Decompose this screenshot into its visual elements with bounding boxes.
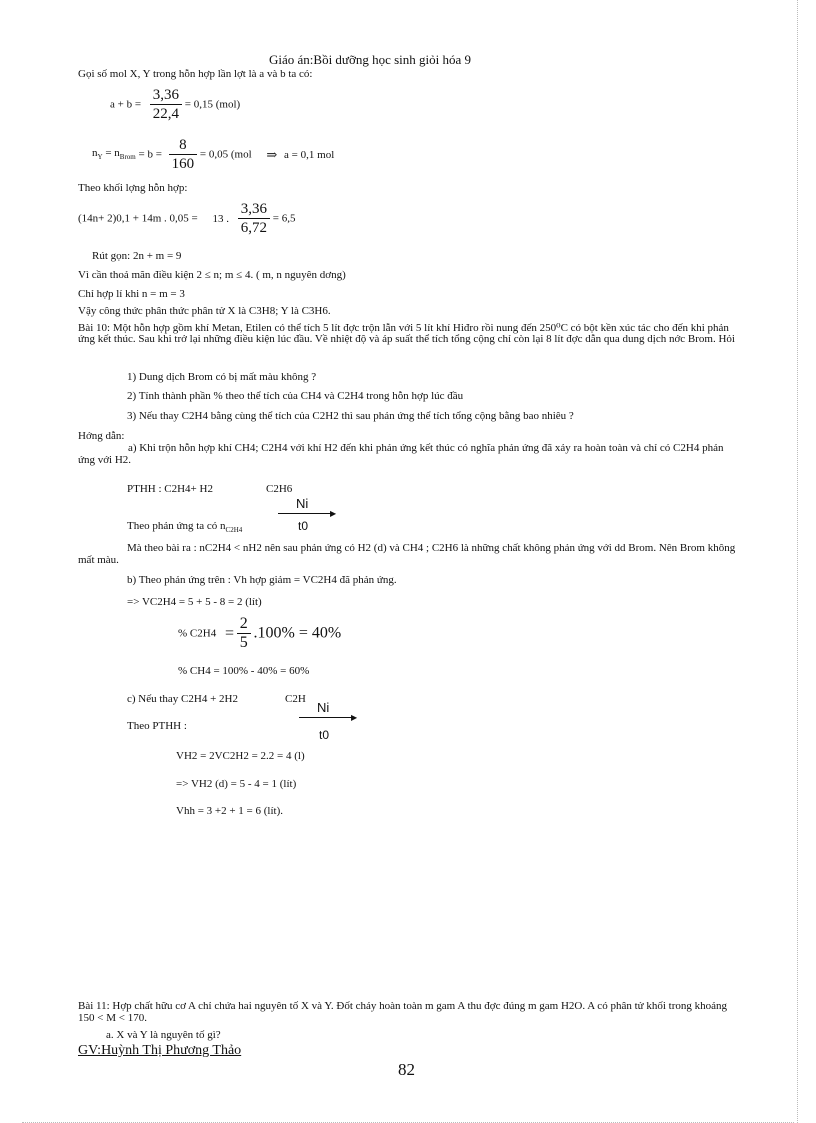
question-1: 1) Dung dịch Brom có bị mất màu không ? [127,371,317,383]
implies-arrow: ⇒ [266,146,278,162]
eq-lhs: (14n+ 2)0,1 + 14m . 0,05 = [78,212,198,225]
equation-product: C2H6 [266,483,293,495]
eq-lhs: a + b = [110,98,142,111]
page-edge-rule [797,0,798,1123]
eq-rhs: = 0,15 (mol) [184,98,241,111]
fraction [238,200,270,237]
text-line: Vì cần thoả mãn điều kiện 2 ≤ n; m ≤ 4. ( m, n nguyên dơng) [78,269,346,281]
temperature-label: t0 [319,728,330,742]
equation-product: C2H [285,693,306,705]
fraction-numerator: 2 [237,615,251,634]
eq-mid: 13 . [212,212,229,225]
text-subscript: C2H4 [225,526,243,535]
equation-pthh-1: PTHH : C2H4+ H2 [127,483,213,495]
fraction-numerator: 3,36 [150,86,182,105]
pct-rhs: .100% = 40% [253,624,342,642]
fraction [237,615,251,652]
text-line: Gọi số mol X, Y trong hỗn hợp lần lợt là a và b ta có: [78,68,313,80]
arrow-line [278,513,334,514]
question-3: 3) Nếu thay C2H4 bằng cùng thể tích của C2H2 thì sau phản ứng thể tích tổng cộng bằng bao nhiêu ? [127,410,574,422]
percent-c2h4 [178,615,341,652]
answer-b: b) Theo phản ứng trên : Vh hợp giảm = VC2H4 đã phản ứng. [127,574,397,586]
catalyst-label: Ni [317,700,330,715]
volume-h2: VH2 = 2VC2H2 = 2.2 = 4 (l) [176,750,305,762]
text-line: Chỉ hợp lí khi n = m = 3 [78,288,185,300]
equation-mass [78,200,295,237]
text-line: Theo khối lợng hỗn hợp: [78,182,188,194]
fraction-numerator: 3,36 [238,200,270,219]
problem-10: Bài 10: Một hỗn hợp gồm khí Metan, Etilen có thể tích 5 lít đợc trộn lẫn với 5 lít khí Hiđro rồi nung đến 250⁰C có bột kền xúc tác cho đến khi phản ứng kết thúc. Sau khi trở lại những điều kiện lúc đầu. Về nhiệt độ và áp suất thể tích tổng cộng chỉ còn lại 8 lít đợc dẫn qua dung dịch nớc Brom. Hỏi [78,322,735,345]
question-2: 2) Tính thành phần % theo thể tích của CH4 và C2H4 trong hỗn hợp lúc đầu [127,390,464,402]
catalyst-label: Ni [296,496,309,511]
temperature-label: t0 [298,519,309,533]
text-line: Rút gọn: 2n + m = 9 [92,250,182,262]
pct-label: % C2H4 [178,627,217,640]
fraction-denominator: 22,4 [152,106,180,122]
text-theo: Theo phản ứng ta có n [127,520,226,532]
page-header-title: Giáo án:Bồi dưỡng học sinh giỏi hóa 9 [269,52,472,67]
footer-author: GV:Huỳnh Thị Phương Thảo [78,1043,242,1058]
eq-rhs: = 6,5 [272,212,296,225]
problem-11: Bài 11: Hợp chất hữu cơ A chỉ chứa hai nguyên tố X và Y. Đốt cháy hoàn toàn m gam A thu đợc đúng m gam H2O. A có phân tử khối trong khoảng 150 < M < 170. [78,1000,727,1024]
fraction-denominator: 5 [239,634,248,651]
equation-sum [110,86,240,123]
arrow-head-icon: ▶ [330,509,337,518]
fraction-denominator: 6,72 [240,220,267,236]
eq-result: a = 0,1 mol [284,148,335,161]
text-theo-pthh: Theo PTHH : [127,720,187,732]
volume-total: Vhh = 3 +2 + 1 = 6 (lít). [176,805,284,817]
answer-c: c) Nếu thay C2H4 + 2H2 [127,693,238,705]
fraction-denominator: 160 [171,156,195,172]
eq-lhs: = b = [138,148,162,161]
equation-moles [92,136,334,173]
problem-11-a: a. X và Y là nguyên tố gì? [106,1029,221,1041]
arrow-line [299,717,355,718]
text-line [127,520,242,534]
fraction-numerator: 8 [169,136,198,155]
answer-a: a) Khi trộn hỗn hợp khí CH4; C2H4 với khí H2 đến khi phản ứng kết thúc có nghĩa phản ứng đã xảy ra hoàn toàn và chỉ có C2H4 phản ứng với H2. [78,442,724,466]
n-y-label: $n_Y = n_{Brom}$ [92,147,136,162]
answer-b-calc: => VC2H4 = 5 + 5 - 8 = 2 (lít) [127,596,262,608]
guide-heading: Hớng dẫn: [78,430,125,442]
text-line: Vậy công thức phân thức phân tử X là C3H8; Y là C3H6. [78,305,331,317]
page-number: 82 [398,1060,415,1079]
volume-h2-excess: => VH2 (d) = 5 - 4 = 1 (lít) [176,778,297,790]
reaction-arrow [299,700,359,744]
fraction [169,136,198,173]
reaction-arrow [278,496,338,540]
eq-rhs: = 0,05 (mol [199,148,252,161]
fraction [150,86,182,123]
pct-eq: = [224,624,234,642]
answer-a-cont: Mà theo bài ra : nC2H4 < nH2 nên sau phản ứng có H2 (d) và CH4 ; C2H6 là những chất không phản ứng với dd Brom. Nên Brom không mất màu. [78,542,736,566]
arrow-head-icon: ▶ [351,713,358,722]
percent-ch4: % CH4 = 100% - 40% = 60% [178,665,310,677]
